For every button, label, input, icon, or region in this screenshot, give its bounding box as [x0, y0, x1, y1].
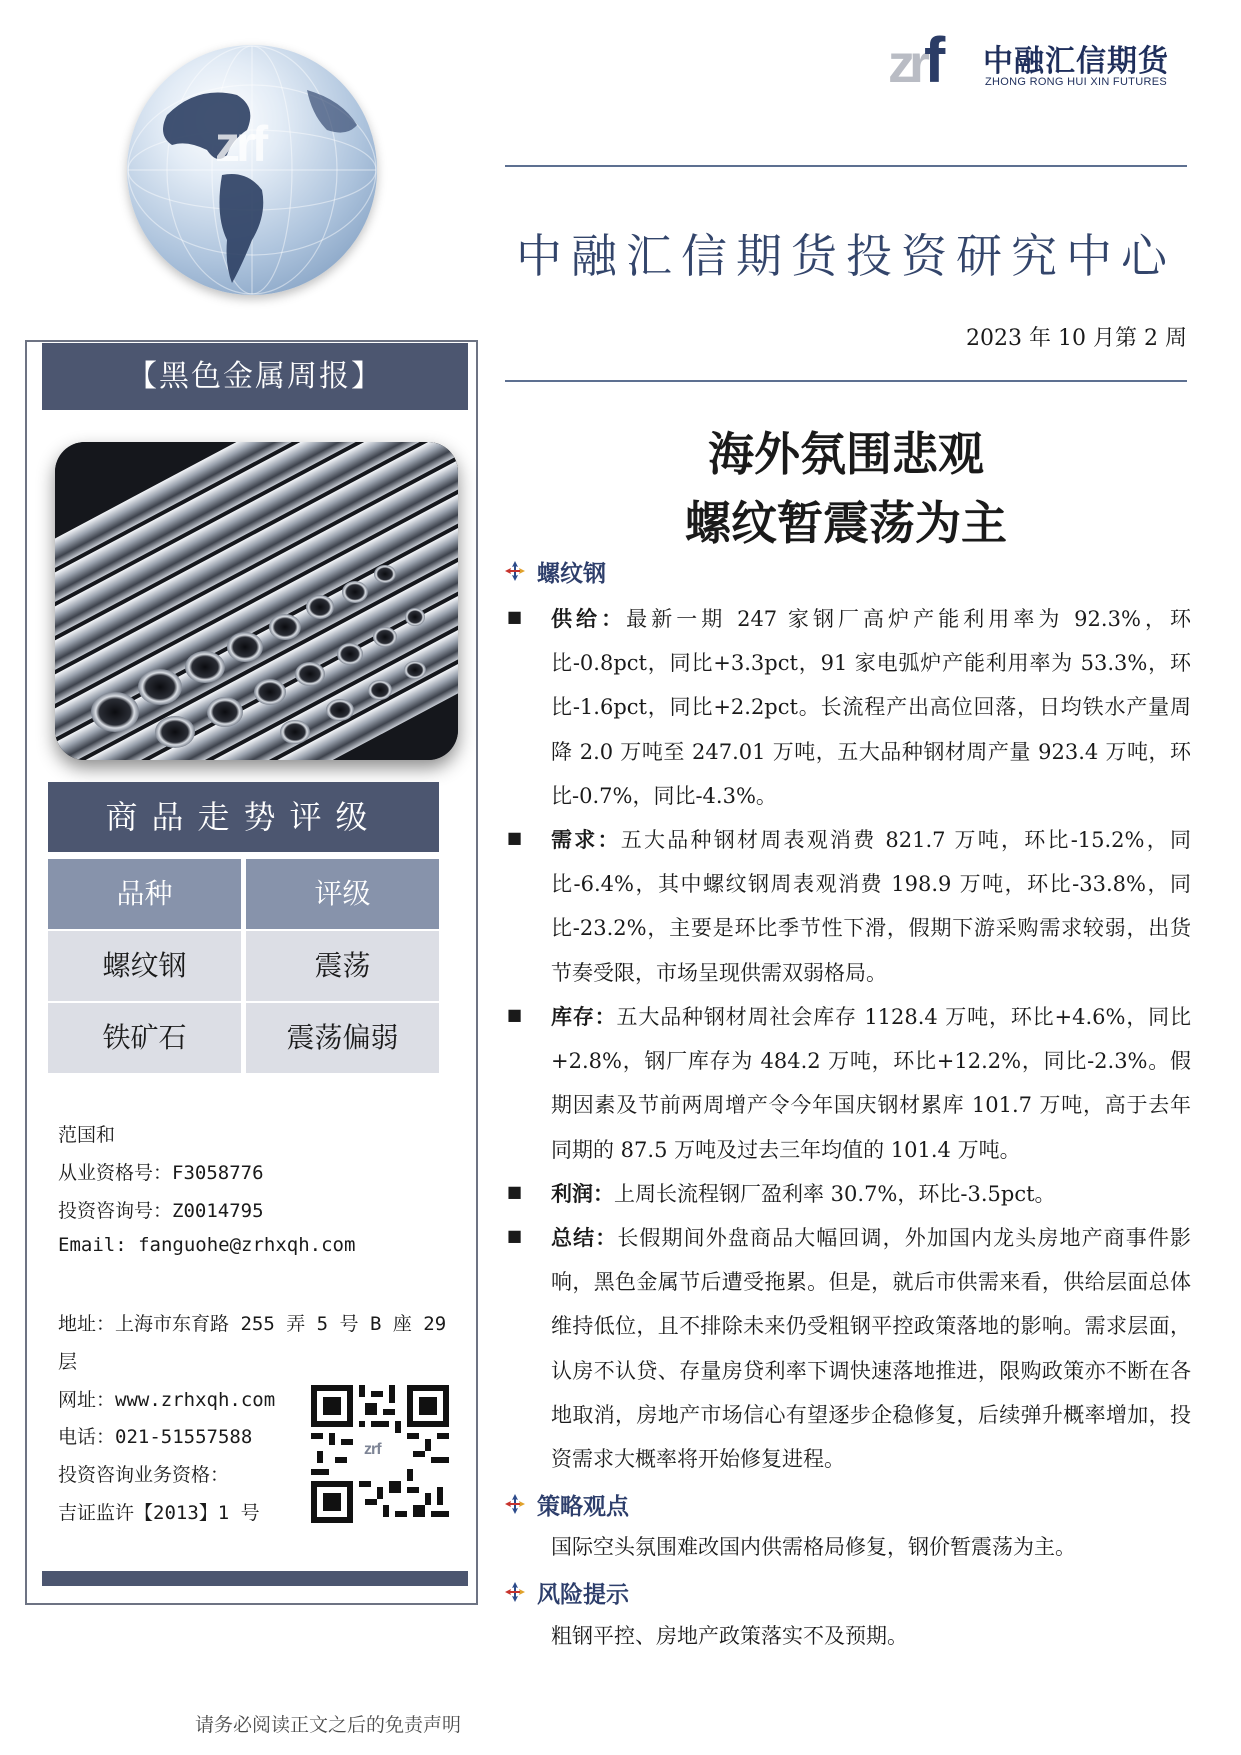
strategy-text: 国际空头氛围难改国内供需格局修复，钢价暂震荡为主。: [551, 1535, 1076, 1559]
profit-paragraph: [551, 1172, 1191, 1216]
rating-row-variety: 螺纹钢: [48, 931, 241, 1001]
rating-table-header-variety: 品种: [48, 859, 241, 929]
section-heading-strategy: 策略观点: [503, 1488, 629, 1521]
footer-disclaimer: 请务必阅读正文之后的免责声明: [195, 1714, 462, 1736]
bullet-icon: ■: [507, 1182, 523, 1201]
globe-logo-mark: zrf: [215, 116, 265, 172]
address-line-2: 层: [58, 1351, 78, 1373]
profit-label: 利润：: [551, 1181, 614, 1206]
arrow-cross-icon: [503, 559, 537, 589]
bullet-icon: ■: [507, 828, 523, 847]
summary-paragraph: [551, 1216, 1191, 1481]
qr-code-icon: [311, 1385, 449, 1523]
analyst-email: Email: fanguohe@zrhxqh.com: [58, 1234, 356, 1256]
rating-table-header-rating: 评级: [246, 859, 439, 929]
inventory-label: 库存：: [551, 1004, 617, 1029]
qualification-number: 吉证监许【2013】1 号: [58, 1502, 260, 1524]
bullet-icon: ■: [507, 1226, 523, 1245]
demand-paragraph: [551, 818, 1191, 995]
rating-table: [48, 859, 439, 1070]
bullet-icon: ■: [507, 607, 523, 626]
inventory-paragraph: [551, 995, 1191, 1172]
rating-row-rating: 震荡偏弱: [246, 1003, 439, 1073]
profit-text: 上周长流程钢厂盈利率 30.7%，环比-3.5pct。: [614, 1182, 1056, 1206]
arrow-cross-icon: [503, 1580, 537, 1610]
consult-number: 投资咨询号：Z0014795: [58, 1200, 264, 1222]
summary-text: 长假期间外盘商品大幅回调，外加国内龙头房地产商事件影响，黑色金属节后遭受拖累。但是，就后市供需来看，供给层面总体维持低位，且不排除未来仍受粗钢平控政策落地的影响。需求层面，认房不认贷、存量房贷利率下调快速落地推进，限购政策亦不断在各地取消，房地产市场信心有望逐步企稳修复，后续弹升概率增加，投资需求大概率将开始修复进程。: [551, 1226, 1192, 1472]
section-heading-risk: 风险提示: [503, 1576, 629, 1609]
phone: 电话：021-51557588: [58, 1426, 253, 1448]
report-title-line-1: 海外氛围悲观: [708, 427, 984, 481]
globe-image: [127, 45, 377, 295]
risk-text: 粗钢平控、房地产政策落实不及预期。: [551, 1624, 908, 1648]
research-center-title: 中融汇信期货投资研究中心: [516, 229, 1176, 283]
rating-row-rating: 震荡: [246, 931, 439, 1001]
rating-row-variety: 铁矿石: [48, 1003, 241, 1073]
header-divider-bottom: [505, 380, 1187, 382]
supply-paragraph: [551, 597, 1191, 818]
supply-text: 最新一期 247 家钢厂高炉产能利用率为 92.3%，环比-0.8pct，同比+3.3pct，91 家电弧炉产能利用率为 53.3%，环比-1.6pct，同比+2.2pct。长流程产出高位回落，日均铁水产量周降 2.0 万吨至 247.01 万吨，五大品种钢材周产量 923.4 万吨，环比-0.7%，同比-4.3%。: [551, 607, 1191, 808]
license-number: 从业资格号：F3058776: [58, 1162, 264, 1184]
report-title-line-2: 螺纹暂震荡为主: [685, 496, 1007, 550]
steel-pipes-image: [55, 442, 458, 760]
report-type-banner: 【黑色金属周报】: [42, 343, 468, 410]
header-divider-top: [505, 165, 1187, 167]
rating-table-title: 商品走势评级: [48, 782, 439, 852]
address-line-1: 地址：上海市东育路 255 弄 5 号 B 座 29: [58, 1313, 447, 1335]
section-heading-rebar: 螺纹钢: [503, 555, 606, 588]
qualification-label: 投资咨询业务资格：: [58, 1464, 230, 1486]
company-logo: [888, 24, 1188, 96]
inventory-text: 五大品种钢材周社会库存 1128.4 万吨，环比+4.6%，同比+2.8%，钢厂库存为 484.2 万吨，环比+12.2%，同比-2.3%。假期因素及节前两周增产令今年国庆钢材累库 101.7 万吨，高于去年同期的 87.5 万吨及过去三年均值的 101.4 万吨。: [551, 1005, 1191, 1162]
supply-label: 供给：: [551, 606, 627, 631]
analyst-name: 范国和: [58, 1124, 116, 1146]
qr-center-logo: zrf: [364, 1441, 381, 1458]
logo-mark: zrf: [888, 24, 940, 96]
demand-text: 五大品种钢材周表观消费 821.7 万吨，环比-15.2%，同比-6.4%，其中螺纹钢周表观消费 198.9 万吨，环比-33.8%，同比-23.2%，主要是环比季节性下滑，假期下游采购需求较弱，出货节奏受限，市场呈现供需双弱格局。: [551, 828, 1191, 985]
bullet-icon: ■: [507, 1005, 523, 1024]
demand-label: 需求：: [551, 827, 621, 852]
website: 网址：www.zrhxqh.com: [58, 1389, 276, 1411]
logo-english-name: ZHONG RONG HUI XIN FUTURES: [985, 76, 1167, 88]
arrow-cross-icon: [503, 1492, 537, 1522]
issue-date: 2023 年 10 月第 2 周: [966, 326, 1187, 351]
logo-chinese-name: 中融汇信期货: [983, 44, 1169, 79]
summary-label: 总结：: [551, 1225, 618, 1250]
sidebar-bottom-bar: [42, 1571, 468, 1586]
steel-pipes-illustration: [55, 442, 458, 760]
